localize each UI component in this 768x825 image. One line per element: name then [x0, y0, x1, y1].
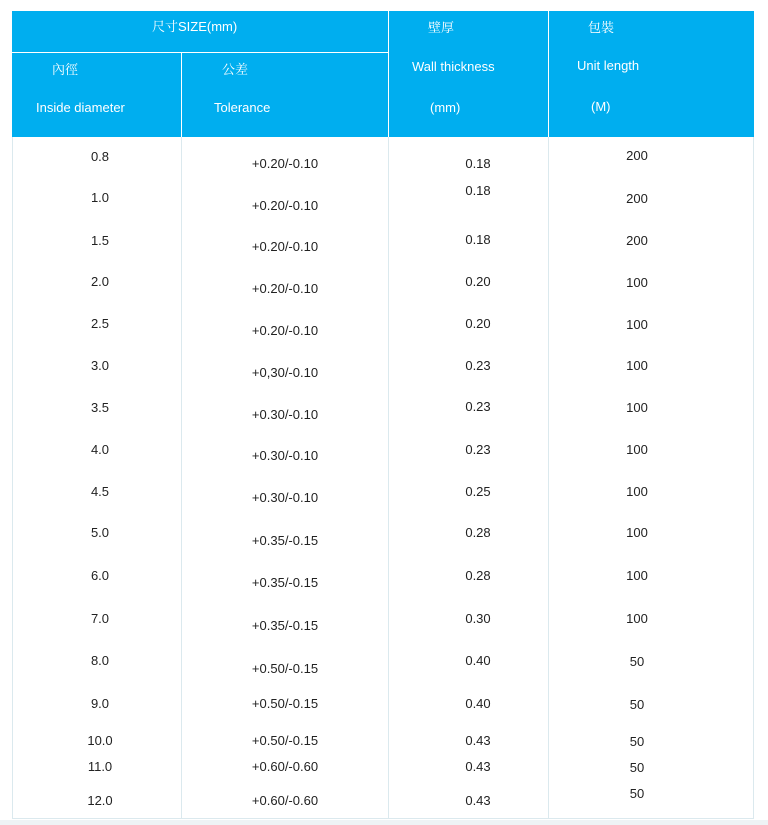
- inside-diameter-cell: 10.0: [87, 733, 113, 748]
- header-unit-length: [549, 11, 754, 137]
- unit-length-cell: 100: [626, 568, 648, 583]
- tolerance-cell: +0.20/-0.10: [251, 156, 319, 171]
- tolerance-cell: +0.35/-0.15: [251, 533, 319, 548]
- wall-thickness-cell: 0.20: [465, 274, 491, 289]
- header-wall-thickness: [389, 11, 548, 137]
- unit-length-cell: 100: [626, 611, 648, 626]
- inside-diameter-cell: 7.0: [90, 611, 110, 626]
- inside-diameter-cell: 3.5: [90, 400, 110, 415]
- inside-diameter-cell: 11.0: [87, 759, 113, 774]
- header-wall-en: Wall thickness: [412, 59, 495, 74]
- header-inside-en: Inside diameter: [36, 100, 125, 115]
- grid-line: [548, 137, 549, 819]
- header-unit-en: Unit length: [577, 58, 640, 73]
- inside-diameter-cell: 1.0: [90, 190, 110, 205]
- header-size-label: 尺寸SIZE(mm): [152, 19, 238, 34]
- inside-diameter-cell: 5.0: [90, 525, 110, 540]
- wall-thickness-cell: 0.30: [465, 611, 491, 626]
- inside-diameter-cell: 1.5: [90, 233, 110, 248]
- inside-diameter-cell: 4.5: [90, 484, 110, 499]
- tolerance-cell: +0.35/-0.15: [251, 618, 319, 633]
- header-tol-en: Tolerance: [214, 100, 271, 115]
- header-wall-cn: 壁厚: [428, 20, 455, 35]
- header-inside-cn: 內徑: [52, 62, 79, 77]
- unit-length-cell: 100: [626, 317, 648, 332]
- wall-thickness-cell: 0.23: [465, 399, 491, 414]
- unit-length-cell: 50: [629, 760, 645, 775]
- header-unit-cn: 包裝: [588, 20, 615, 35]
- wall-thickness-cell: 0.18: [465, 156, 491, 171]
- grid-line: [753, 137, 754, 819]
- tolerance-cell: +0.35/-0.15: [251, 575, 319, 590]
- tolerance-cell: +0.60/-0.60: [251, 793, 319, 808]
- unit-length-cell: 100: [626, 484, 648, 499]
- tolerance-cell: +0.20/-0.10: [251, 239, 319, 254]
- inside-diameter-cell: 12.0: [87, 793, 113, 808]
- header-tol-cn: 公差: [222, 62, 249, 77]
- tolerance-cell: +0.20/-0.10: [251, 323, 319, 338]
- header-wall-unit: (mm): [430, 100, 461, 115]
- header-unit-unit: (M): [591, 99, 611, 114]
- header-tolerance: [182, 53, 388, 137]
- wall-thickness-cell: 0.43: [465, 793, 491, 808]
- unit-length-cell: 50: [629, 734, 645, 749]
- inside-diameter-cell: 4.0: [90, 442, 110, 457]
- wall-thickness-cell: 0.25: [465, 484, 491, 499]
- tolerance-cell: +0,30/-0.10: [251, 365, 319, 380]
- inside-diameter-cell: 0.8: [90, 149, 110, 164]
- grid-line: [12, 818, 754, 819]
- unit-length-cell: 50: [629, 697, 645, 712]
- unit-length-cell: 100: [626, 275, 648, 290]
- wall-thickness-cell: 0.28: [465, 568, 491, 583]
- inside-diameter-cell: 6.0: [90, 568, 110, 583]
- tolerance-cell: +0.20/-0.10: [251, 281, 319, 296]
- grid-line: [12, 137, 13, 819]
- header-size-group: [12, 11, 388, 52]
- page-bottom-border: [0, 820, 768, 825]
- wall-thickness-cell: 0.23: [465, 358, 491, 373]
- tolerance-cell: +0.30/-0.10: [251, 407, 319, 422]
- header-inside-diameter: [12, 53, 181, 137]
- inside-diameter-cell: 3.0: [90, 358, 110, 373]
- unit-length-cell: 50: [629, 654, 645, 669]
- wall-thickness-cell: 0.43: [465, 759, 491, 774]
- wall-thickness-cell: 0.18: [465, 232, 491, 247]
- tolerance-cell: +0.50/-0.15: [251, 733, 319, 748]
- tolerance-cell: +0.50/-0.15: [251, 661, 319, 676]
- unit-length-cell: 100: [626, 400, 648, 415]
- unit-length-cell: 200: [626, 233, 648, 248]
- inside-diameter-cell: 9.0: [90, 696, 110, 711]
- tolerance-cell: +0.30/-0.10: [251, 490, 319, 505]
- wall-thickness-cell: 0.23: [465, 442, 491, 457]
- inside-diameter-cell: 2.5: [90, 316, 110, 331]
- wall-thickness-cell: 0.40: [465, 696, 491, 711]
- unit-length-cell: 100: [626, 442, 648, 457]
- grid-line: [388, 137, 389, 819]
- tolerance-cell: +0.20/-0.10: [251, 198, 319, 213]
- tolerance-cell: +0.50/-0.15: [251, 696, 319, 711]
- spec-table: [12, 11, 754, 819]
- wall-thickness-cell: 0.18: [465, 183, 491, 198]
- wall-thickness-cell: 0.28: [465, 525, 491, 540]
- unit-length-cell: 100: [626, 525, 648, 540]
- tolerance-cell: +0.30/-0.10: [251, 448, 319, 463]
- unit-length-cell: 200: [626, 191, 648, 206]
- unit-length-cell: 50: [629, 786, 645, 801]
- grid-line: [181, 137, 182, 819]
- inside-diameter-cell: 8.0: [90, 653, 110, 668]
- unit-length-cell: 200: [626, 148, 648, 163]
- unit-length-cell: 100: [626, 358, 648, 373]
- wall-thickness-cell: 0.43: [465, 733, 491, 748]
- wall-thickness-cell: 0.40: [465, 653, 491, 668]
- inside-diameter-cell: 2.0: [90, 274, 110, 289]
- tolerance-cell: +0.60/-0.60: [251, 759, 319, 774]
- wall-thickness-cell: 0.20: [465, 316, 491, 331]
